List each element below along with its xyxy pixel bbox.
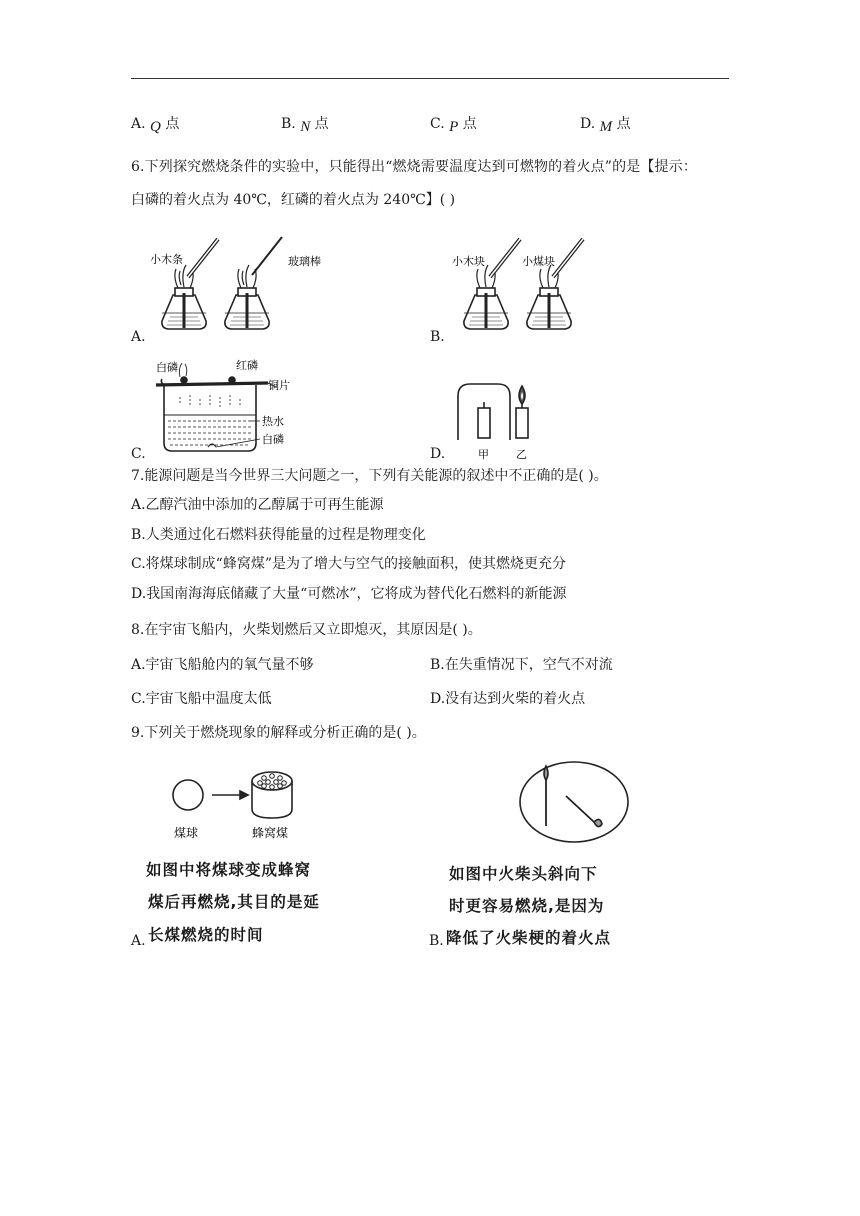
label-yi: 乙: [516, 448, 527, 460]
q5-option-a[interactable]: [131, 115, 179, 133]
option-variable: Q: [150, 119, 161, 135]
q9-option-b-letter[interactable]: B.: [429, 933, 444, 949]
q8-stem: 8.在宇宙飞船内，火柴划燃后又立即熄灭，其原因是( )。: [131, 622, 482, 638]
q9-option-a-text-line3: 长煤燃烧的时间: [148, 926, 264, 944]
q5-option-c[interactable]: [430, 115, 477, 133]
q5-option-b[interactable]: [281, 115, 329, 133]
q6-option-d-letter[interactable]: D.: [430, 446, 446, 462]
option-variable: P: [449, 119, 459, 135]
q8-option-a[interactable]: A.宇宙飞船舱内的氧气量不够: [131, 657, 314, 673]
option-suffix: 点: [165, 116, 180, 132]
q9-stem: 9.下列关于燃烧现象的解释或分析正确的是( )。: [131, 725, 426, 741]
label-jia: 甲: [478, 448, 489, 460]
q6-option-a-letter[interactable]: A.: [131, 329, 146, 345]
q9-option-b-figure: [518, 760, 634, 846]
q7-option-a[interactable]: A.乙醇汽油中添加的乙醇属于可再生能源: [131, 497, 384, 513]
option-letter: B.: [281, 116, 296, 132]
label-baillin-bottom: 白磷: [262, 433, 284, 446]
q5-option-d[interactable]: [580, 115, 631, 133]
label-meiqiu: 煤球: [174, 826, 199, 840]
q6-stem-line1: 6.下列探究燃烧条件的实验中，只能得出“燃烧需要温度达到可燃物的着火点”的是【提示：: [131, 159, 697, 175]
q6-option-d-figure: [452, 378, 542, 460]
header-rule: [131, 78, 729, 79]
q9-option-a-figure: [160, 765, 320, 845]
label-xiaomeikuai: 小煤块: [522, 255, 555, 268]
q7-option-b[interactable]: B.人类通过化石燃料获得能量的过程是物理变化: [131, 527, 426, 543]
q9-option-b-text-line3: 降低了火柴梗的着火点: [446, 929, 612, 947]
q6-option-c-letter[interactable]: C.: [131, 446, 146, 462]
q6-option-b-figure: [450, 233, 600, 341]
label-fengwomei: 蜂窝煤: [252, 826, 289, 840]
q7-stem: 7.能源问题是当今世界三大问题之一，下列有关能源的叙述中不正确的是( )。: [131, 468, 608, 484]
q9-option-b-text-line2: 时更容易燃烧,是因为: [449, 897, 605, 915]
label-reshui: 热水: [262, 415, 284, 428]
q6-stem-line2: 白磷的着火点为 40℃，红磷的着火点为 240℃】( ): [131, 192, 456, 208]
label-honglin: 红磷: [236, 359, 258, 372]
label-tongpian: 铜片: [268, 379, 290, 392]
label-xiaomutiao: 小木条: [150, 253, 183, 266]
label-baillin-top: 白磷: [156, 361, 178, 374]
q7-option-d[interactable]: D.我国南海海底储藏了大量“可燃冰”，它将成为替代化石燃料的新能源: [131, 586, 567, 602]
option-letter: C.: [430, 116, 445, 132]
option-suffix: 点: [616, 116, 631, 132]
option-variable: M: [599, 119, 613, 135]
q7-option-c[interactable]: C.将煤球制成“蜂窝煤”是为了增大与空气的接触面积，使其燃烧更充分: [131, 556, 566, 572]
option-suffix: 点: [314, 116, 329, 132]
label-xiaomukuai: 小木块: [452, 255, 485, 268]
q8-option-d[interactable]: D.没有达到火柴的着火点: [430, 691, 586, 707]
q9-option-a-text-line2: 煤后再燃烧,其目的是延: [148, 893, 320, 911]
option-letter: D.: [580, 116, 596, 132]
q9-option-a-letter[interactable]: A.: [131, 933, 146, 949]
q6-option-b-letter[interactable]: B.: [430, 329, 445, 345]
option-variable: N: [300, 119, 311, 135]
option-suffix: 点: [462, 116, 477, 132]
q9-option-b-text-line1: 如图中火柴头斜向下: [449, 865, 598, 883]
q6-option-c-figure: [150, 355, 300, 455]
option-letter: A.: [131, 116, 146, 132]
q9-option-a-text-line1: 如图中将煤球变成蜂窝: [146, 861, 312, 879]
q6-option-a-figure: [148, 233, 328, 341]
label-bolibang: 玻璃棒: [288, 255, 321, 268]
q8-option-c[interactable]: C.宇宙飞船中温度太低: [131, 691, 272, 707]
q8-option-b[interactable]: B.在失重情况下，空气不对流: [430, 657, 613, 673]
